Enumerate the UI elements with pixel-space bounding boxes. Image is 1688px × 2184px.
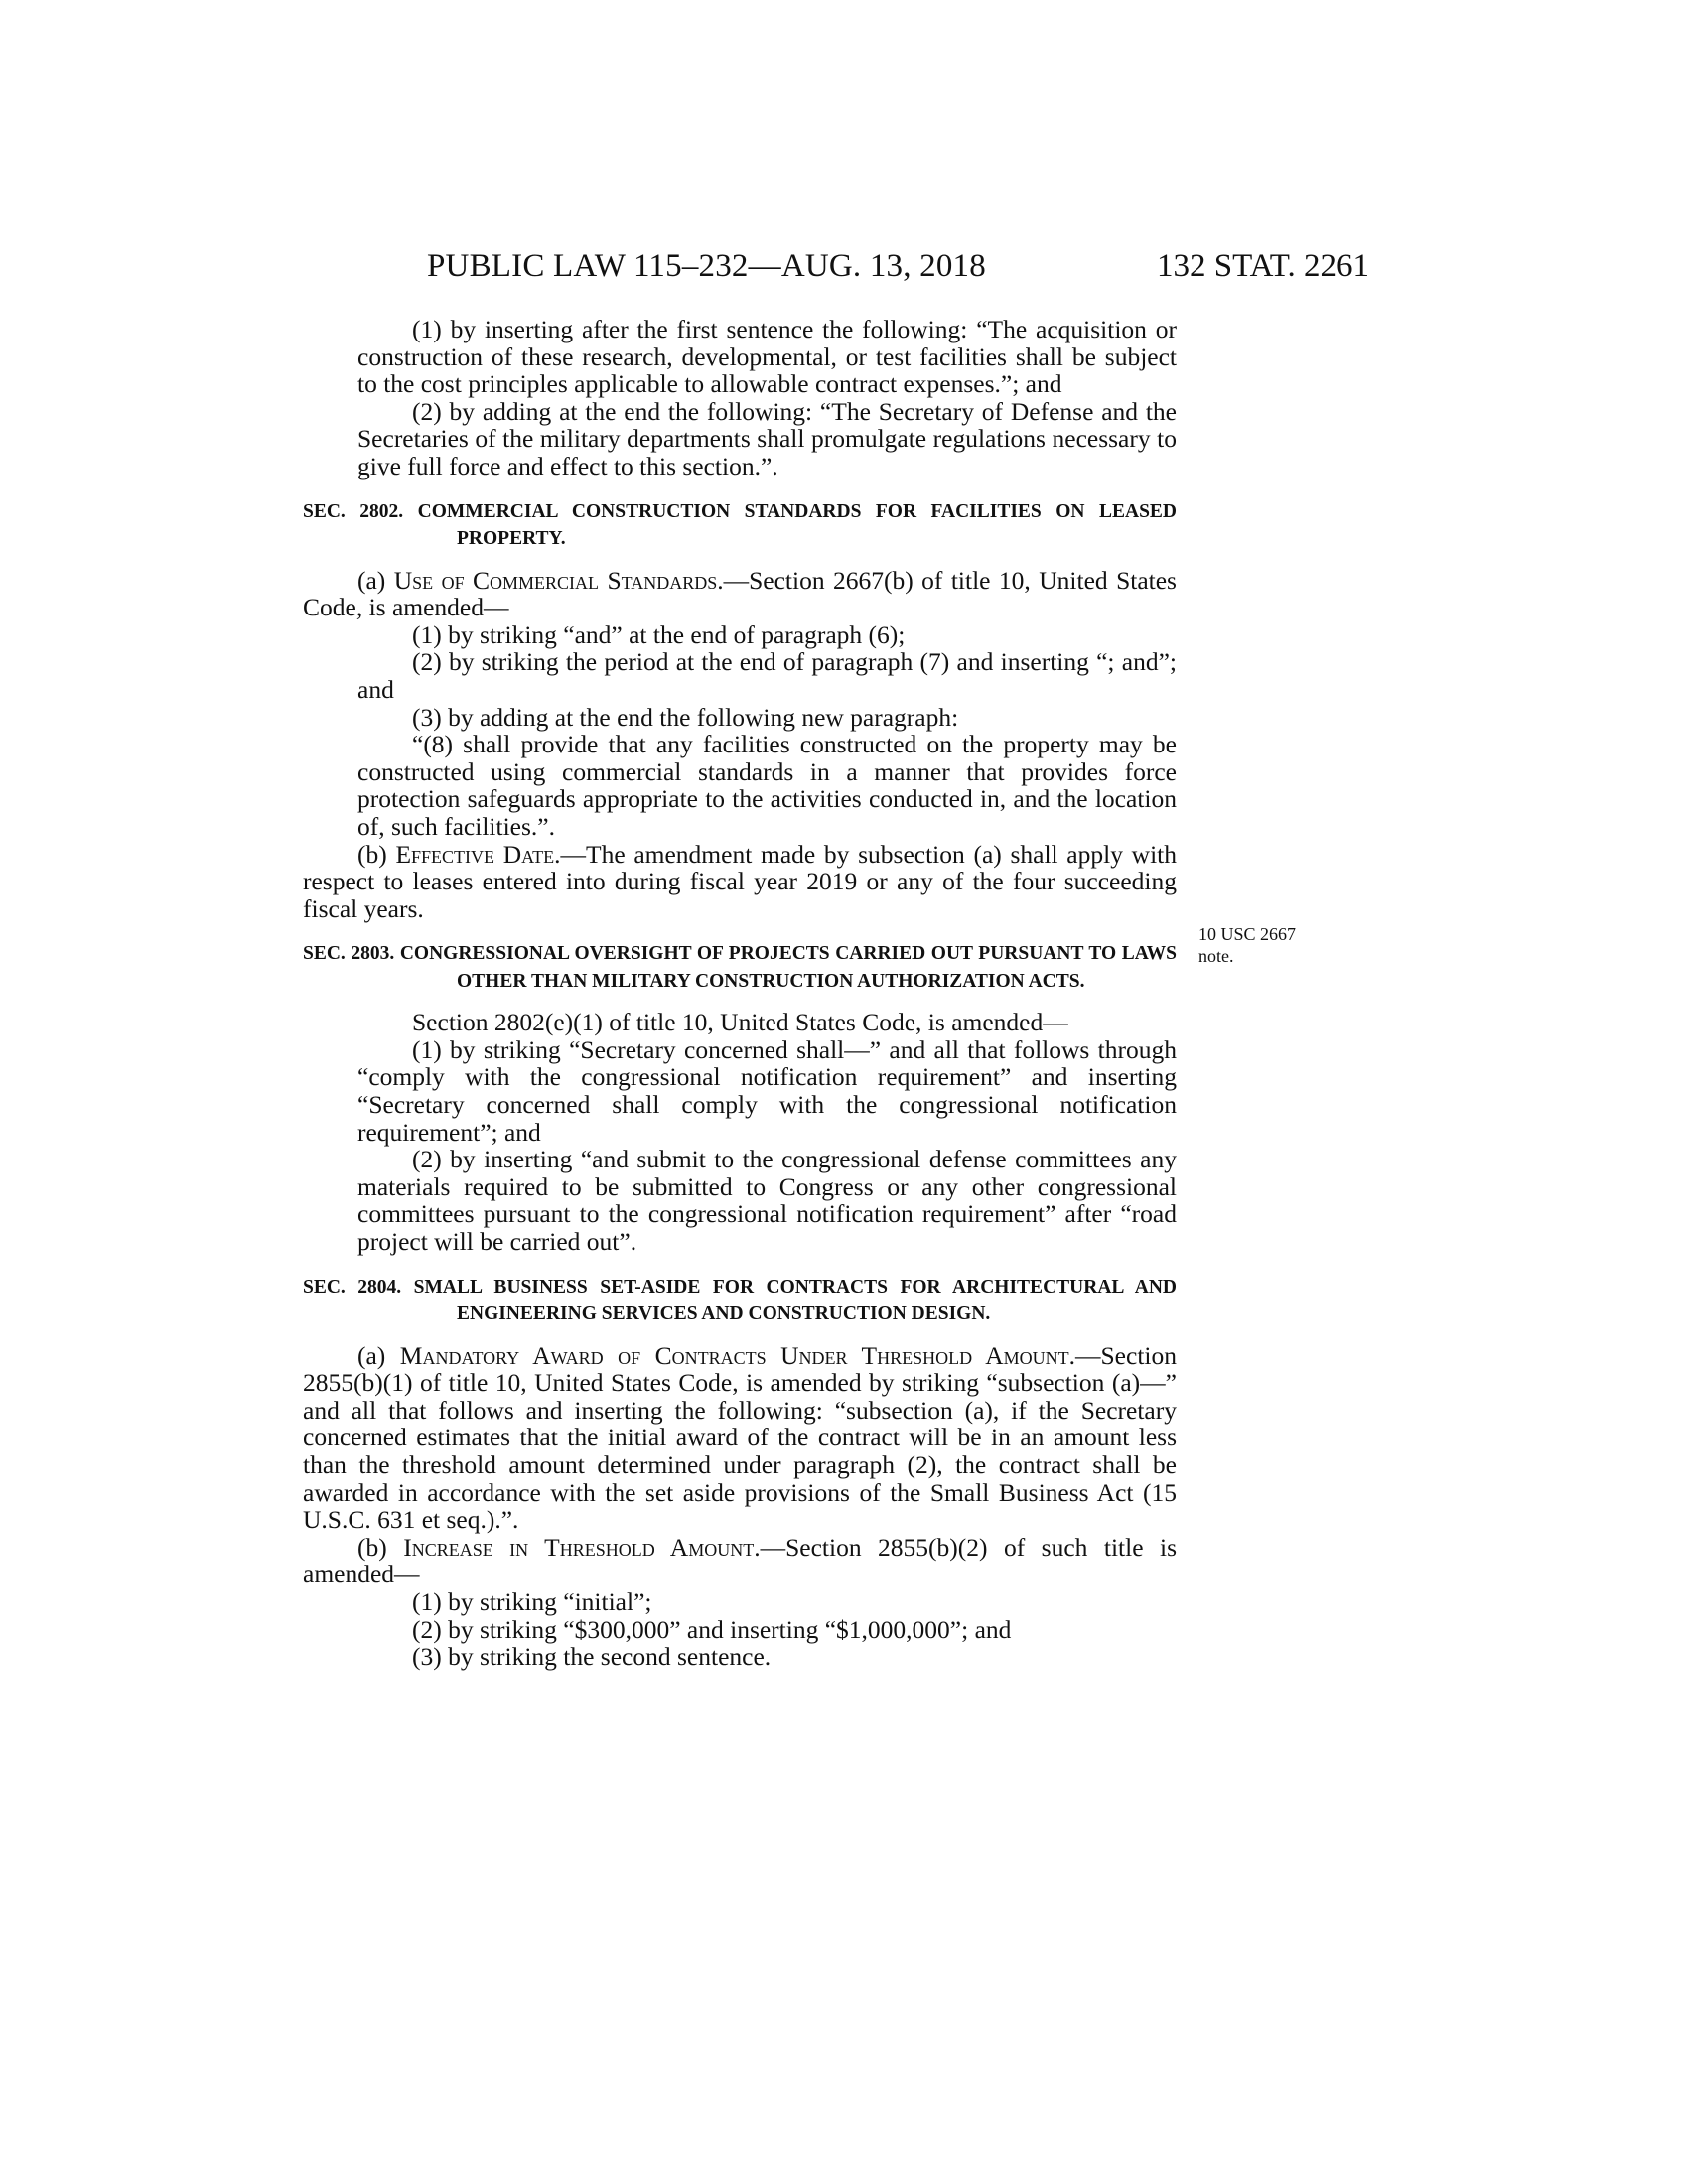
section-heading-2803: SEC. 2803. CONGRESSIONAL OVERSIGHT OF PROJECTS CARRIED OUT PURSUANT TO LAWS OTHER THAN MILITARY CONSTRUCTION AUTHORIZATION ACTS. [303, 943, 1177, 992]
sec2803-item-1: (1) by striking “Secretary concerned shall—” and all that follows through “comply with the congressional notification requirement” and inserting “Secretary concerned shall comply with the congressional notification requirement”; and [357, 1034, 1177, 1147]
sec2804-item-3: (3) by striking the second sentence. [412, 1642, 772, 1672]
intro-paragraph-1: (1) by inserting after the first sentence the following: “The acquisition or construction of these research, developmental, or test facilities shall be subject to the cost principles applicable to allowable contract expenses.”; and [357, 315, 1177, 399]
sec2803-item-2: (2) by inserting “and submit to the congressional defense committees any materials required to be submitted to Congress or any other congressional committees pursuant to the congressional notification requirement” after “road project will be carried out”. [357, 1145, 1177, 1257]
sec2804-b-text: .—Section 2855(b)(2) of such title is amended— [303, 1532, 1178, 1589]
sec2802-a-text: .—Section 2667(b) of title 10, United States Code, is amended— [303, 565, 1177, 622]
section-heading-2802: SEC. 2802. COMMERCIAL CONSTRUCTION STANDARDS FOR FACILITIES ON LEASED PROPERTY. [303, 500, 1177, 550]
sec2804-a-text: .—Section 2855(b)(1) of title 10, United States Code, is amended by striking “subsection (a)—” and all that follows and inserting the following: “subsection (a), if the Secretary concerned estimates that the initial award of the contract will be in an amount less than the threshold amount determined under paragraph (2), the contract shall be awarded in accordance with the set aside provisions of the Small Business Act (15 U.S.C. 631 et seq.).”. [303, 1340, 1177, 1535]
sec2804-b-caption: Increase in Threshold Amount [403, 1532, 755, 1562]
sec2804-subsection-b [303, 1534, 1177, 1588]
margin-note [1198, 923, 1296, 967]
sec2802-b-text: .—The amendment made by subsection (a) shall apply with respect to leases entered into during fiscal year 2019 or any of the four succeeding fiscal years. [303, 839, 1177, 923]
sec2802-quoted-paragraph: “(8) shall provide that any facilities constructed on the property may be constructed using commercial standards in a manner that provides force protection safeguards appropriate to the activities conducted in, and the location of, such facilities.”. [357, 730, 1177, 841]
section-heading-2804: SEC. 2804. SMALL BUSINESS SET-ASIDE FOR CONTRACTS FOR ARCHITECTURAL AND ENGINEERING SERVICES AND CONSTRUCTION DESIGN. [303, 1276, 1177, 1325]
sec2804-b-label: (b) [357, 1532, 404, 1562]
sec2804-item-2: (2) by striking “$300,000” and inserting “$1,000,000”; and [412, 1614, 1012, 1644]
body-text [303, 316, 1177, 1671]
sec2804-subsection-a [303, 1342, 1177, 1534]
sec2802-subsection-b [303, 841, 1177, 923]
intro-paragraph-2: (2) by adding at the end the following: “The Secretary of Defense and the Secretaries of the military departments shall promulgate regulations necessary to give full force and effect to this section.”. [357, 396, 1177, 480]
sec2802-subsection-a [303, 567, 1177, 621]
sec2804-item-1: (1) by striking “initial”; [412, 1586, 652, 1616]
sec2802-a-caption: Use of Commercial Standards [393, 565, 718, 595]
sec2803-lead: Section 2802(e)(1) of title 10, United States Code, is amended— [412, 1008, 1068, 1037]
sec2802-item-1: (1) by striking “and” at the end of paragraph (6); [412, 619, 906, 649]
sec2802-a-label: (a) [357, 565, 394, 595]
sec2802-item-3: (3) by adding at the end the following new paragraph: [412, 702, 959, 732]
running-head: PUBLIC LAW 115–232—AUG. 13, 2018 [427, 248, 986, 284]
sec2802-b-label: (b) [357, 839, 396, 869]
stat-page-number: 132 STAT. 2261 [1157, 248, 1370, 284]
sec2804-a-label: (a) [357, 1340, 400, 1370]
sec2802-b-caption: Effective Date [395, 839, 555, 869]
sec2802-item-2: (2) by striking the period at the end of paragraph (7) and inserting “; and”; and [357, 647, 1177, 704]
margin-note-label: note. [1198, 946, 1234, 966]
sec2804-a-caption: Mandatory Award of Contracts Under Threshold Amount [399, 1340, 1069, 1370]
margin-note-citation: 10 USC 2667 [1198, 924, 1297, 944]
